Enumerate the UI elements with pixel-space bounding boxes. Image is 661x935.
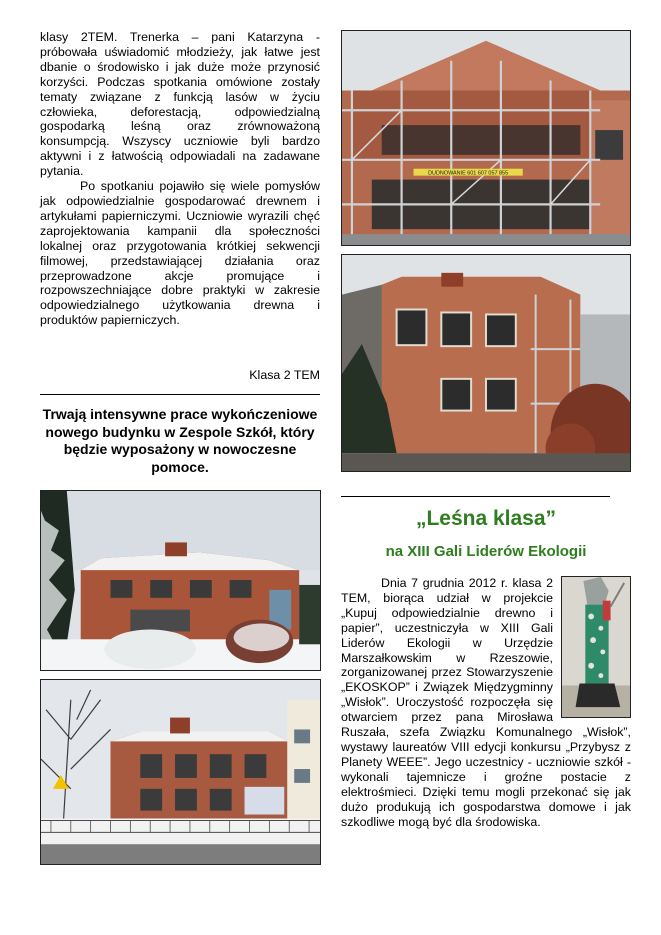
article-1 (40, 30, 320, 328)
photo-new-building-front (40, 490, 321, 671)
photo-building-windows (341, 254, 631, 472)
article-2-headline: Trwają intensywne prace wykończeniowe nowego budynku w Zespole Szkół, który będzie wyposażony w nowoczesne pomoce. (42, 406, 318, 475)
photo-building-scaffolding (341, 30, 631, 246)
divider (40, 394, 320, 395)
article-3-body: Dnia 7 grudnia 2012 r. klasa 2 TEM, biorąca udział w projekcie „Kupuj odpowiedzialnie drewno i papier”, uczestniczyła w XIII Gali Liderów Ekologii w Urzędzie Marszałkowskim w Rzeszowie, zorganizowanej przez Stowarzyszenie „EKOSKOP” i Związek Międzygminny „Wisłok”. Uroczystość rozpoczęła się otwarciem przez pana Mirosława Ruszała, szefa Związku Komunalnego „Wisłok”, wystawy laureatów VIII edycji konkursu „Przybysz z Planety WEEE”. Jego uczestnicy - uczniowie szkół - wykonali tajemnicze i groźne postacie z elektrośmieci. Dzięki temu mogli przekonać się jak dużo produkują ich gospodarstwa domowe i jak szkodliwe mogą być dla środowiska. (341, 576, 631, 829)
article-3 (341, 576, 631, 829)
article-1-paragraph-1: klasy 2TEM. Trenerka – pani Katarzyna - próbowała uświadomić młodzieży, jak łatwe jest dbanie o środowisko i jak duże może przynosić korzyści. Podczas spotkania omówione zostały tematy związane z funkcją lasów w życiu człowieka, deforestacją, odpowiedzialną gospodarką leśną oraz zrównoważoną konsumpcją. Wszyscy uczniowie byli bardzo aktywni i z łatwością odpowiadali na zadawane pytania. (40, 30, 320, 179)
photo-gala-robot-figure (561, 576, 631, 718)
sculpture-image (562, 577, 630, 717)
photo-new-building-side (40, 679, 321, 865)
divider (341, 496, 610, 497)
building-image (342, 31, 630, 245)
article-3-subtitle: na XIII Gali Liderów Ekologii (385, 543, 587, 560)
scaffold-banner-text: DUDNOWANIE 601 607 057 855 (428, 170, 509, 177)
article-1-signature: Klasa 2 TEM (249, 368, 320, 382)
article-3-title: „Leśna klasa” (415, 507, 557, 530)
article-1-paragraph-2: Po spotkaniu pojawiło się wiele pomysłów jak odpowiedzialnie gospodarować drewnem i artykułami papierniczymi. Uczniowie wyrazili chęć zaprojektowania kampanii dla społeczności lokalnej oraz przygotowania krótkiej sekwencji filmowej, przedstawiającej działania oraz przeprowadzone akcje promujące i rozpowszechniające dobre praktyki w zakresie odpowiedzialnego użytkowania drewna i produktów papierniczych. (40, 179, 320, 328)
building-image (41, 491, 320, 670)
building-image (342, 255, 630, 471)
building-image (41, 680, 320, 864)
